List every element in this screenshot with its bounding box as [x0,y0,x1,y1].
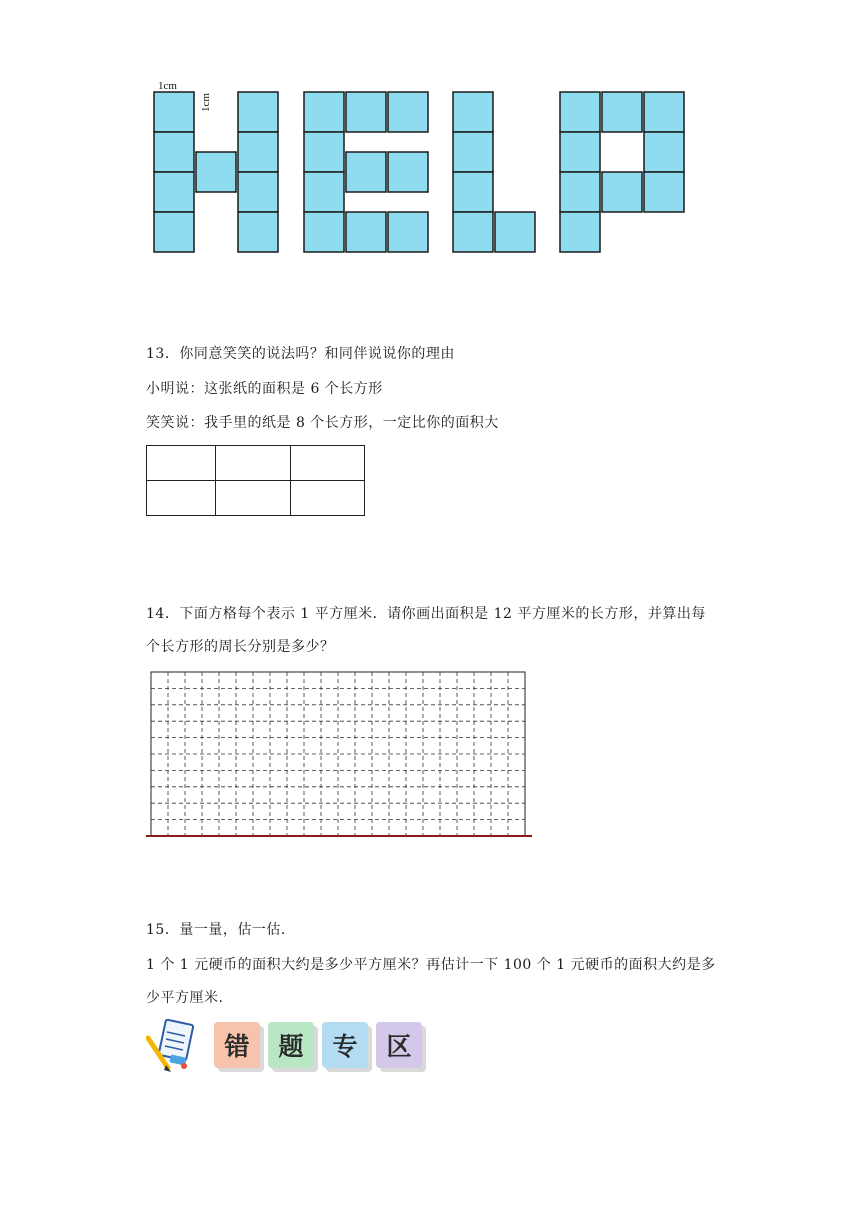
unit-square [346,212,386,252]
table-cell [291,481,365,516]
table-cell [216,446,291,481]
unit-square [602,92,642,132]
unit-square [644,172,684,212]
unit-square [238,172,278,212]
wrong-questions-banner [146,1018,436,1074]
q13-xiaoming-statement: 小明说：这张纸的面积是 6 个长方形 [146,381,383,397]
banner-tile: 区 [376,1022,422,1068]
q15-line-2: 少平方厘米. [146,990,224,1006]
unit-square [453,212,493,252]
banner-tile: 题 [268,1022,314,1068]
help-letter-figure [0,0,860,270]
unit-square [453,92,493,132]
q14-line-1: 14．下面方格每个表示 1 平方厘米．请你画出面积是 12 平方厘米的长方形，并算出每 [146,606,706,622]
unit-square [304,172,344,212]
help-squares [154,92,684,252]
unit-square [560,92,600,132]
unit-square [304,92,344,132]
unit-square [388,212,428,252]
unit-square [154,172,194,212]
table-cell [147,446,216,481]
table-row [147,446,365,481]
table-cell [291,446,365,481]
unit-square [304,212,344,252]
unit-square [388,152,428,192]
q15-title: 15．量一量，估一估． [146,922,296,938]
unit-label-top: 1cm [158,80,177,92]
banner-tile: 专 [322,1022,368,1068]
unit-square [602,172,642,212]
table-cell [216,481,291,516]
unit-square [154,212,194,252]
unit-square [238,92,278,132]
unit-square [196,152,236,192]
banner-tile: 错 [214,1022,260,1068]
table-row [147,481,365,516]
q13-title: 13．你同意笑笑的说法吗？和同伴说说你的理由 [146,346,455,362]
q13-xiaoxiao-statement: 笑笑说：我手里的纸是 8 个长方形，一定比你的面积大 [146,415,499,431]
q13-rectangle-table [146,445,365,516]
unit-square [388,92,428,132]
unit-square [154,92,194,132]
unit-square [560,172,600,212]
unit-square [346,152,386,192]
q15-line-1: 1 个 1 元硬币的面积大约是多少平方厘米？再估计一下 100 个 1 元硬币的面积大约是多 [146,957,716,973]
unit-square [453,172,493,212]
unit-square [154,132,194,172]
unit-label-side: 1cm [200,93,212,112]
square-grid[interactable] [146,668,532,840]
unit-square [346,92,386,132]
unit-square [238,132,278,172]
unit-square [560,132,600,172]
unit-square [304,132,344,172]
q14-line-2: 个长方形的周长分别是多少？ [146,639,335,655]
unit-square [644,92,684,132]
unit-square [453,132,493,172]
table-cell [147,481,216,516]
unit-square [644,132,684,172]
unit-square [238,212,278,252]
unit-square [495,212,535,252]
notebook-pencil-icon [146,1018,196,1074]
unit-square [560,212,600,252]
